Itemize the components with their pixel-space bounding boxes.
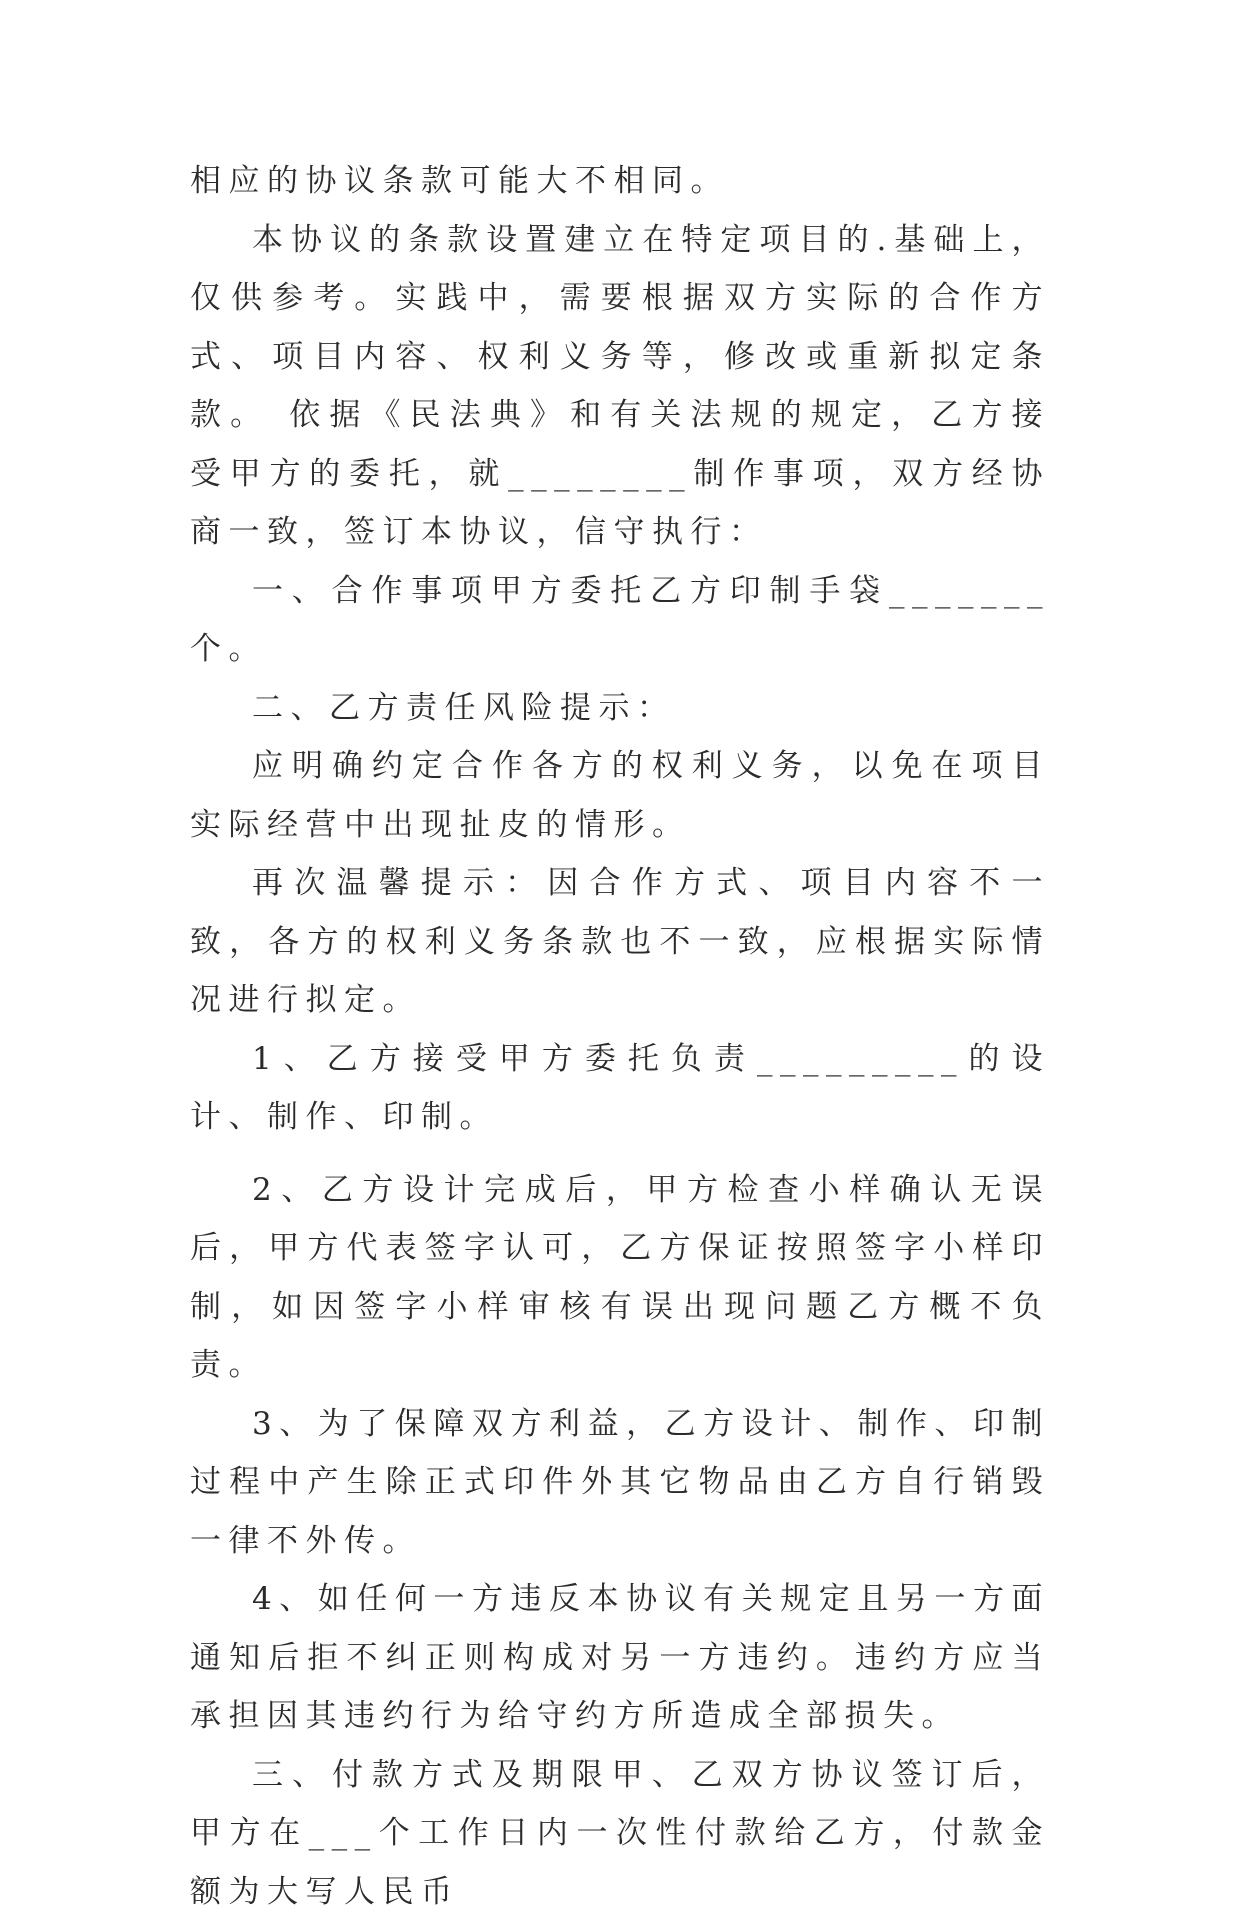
paragraph-continuation: 相应的协议条款可能大不相同。 — [190, 152, 1050, 211]
paragraph-clause-4: 4、如任何一方违反本协议有关规定且另一方面通知后拒不纠正则构成对另一方违约。违约方应当承担因其违约行为给守约方所造成全部损失。 — [190, 1570, 1050, 1746]
document-body — [190, 152, 1050, 1921]
paragraph-clause-3: 3、为了保障双方利益，乙方设计、制作、印制过程中产生除正式印件外其它物品由乙方自行销毁一律不外传。 — [190, 1395, 1050, 1571]
paragraph-section-3: 三、付款方式及期限甲、乙双方协议签订后，甲方在___个工作日内一次性付款给乙方，付款金额为大写人民币 — [190, 1746, 1050, 1921]
paragraph-section-1: 一、合作事项甲方委托乙方印制手袋_______个。 — [190, 562, 1050, 679]
paragraph-disclaimer: 本协议的条款设置建立在特定项目的.基础上，仅供参考。实践中，需要根据双方实际的合作方式、项目内容、权利义务等，修改或重新拟定条款。 依据《民法典》和有关法规的规定，乙方接受甲方的委托，就________制作事项，双方经协商一致，签订本协议，信守执行： — [190, 211, 1050, 562]
paragraph-reminder: 再次温馨提示：因合作方式、项目内容不一致，各方的权利义务条款也不一致，应根据实际情况进行拟定。 — [190, 854, 1050, 1030]
paragraph-clause-1: 1、乙方接受甲方委托负责_________的设计、制作、印制。 — [190, 1030, 1050, 1147]
paragraph-risk-note: 应明确约定合作各方的权利义务，以免在项目实际经营中出现扯皮的情形。 — [190, 737, 1050, 854]
paragraph-clause-2: 2、乙方设计完成后，甲方检查小样确认无误后，甲方代表签字认可，乙方保证按照签字小样印制，如因签字小样审核有误出现问题乙方概不负责。 — [190, 1161, 1050, 1395]
paragraph-section-2-heading: 二、乙方责任风险提示： — [190, 679, 1050, 738]
